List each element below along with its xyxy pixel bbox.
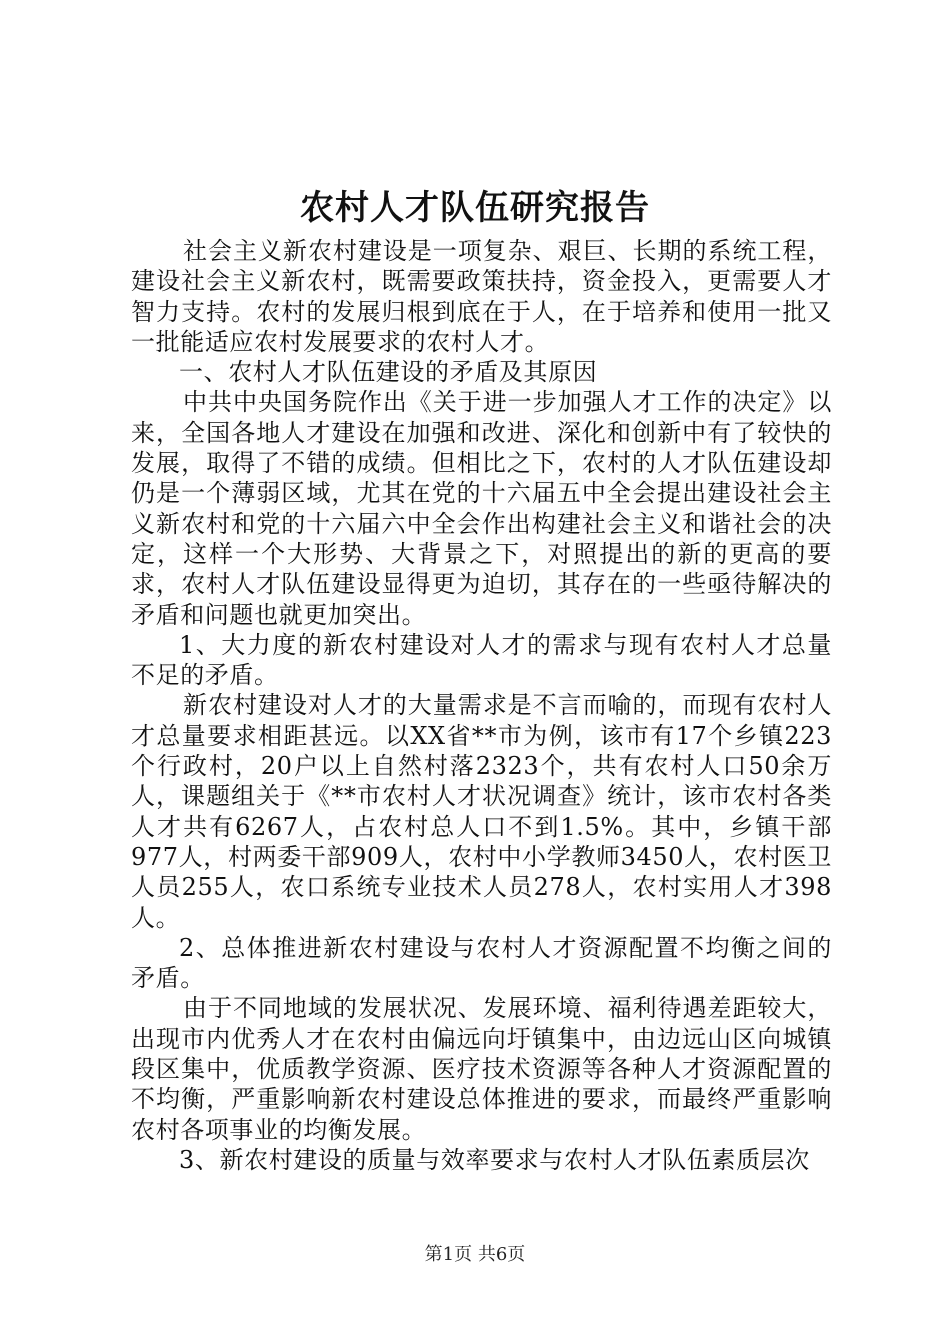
page-footer: 第1页 共6页 — [424, 1244, 526, 1265]
subheading-3: 3、新农村建设的质量与效率要求与农村人才队伍素质层次 — [179, 1145, 810, 1174]
document-body — [131, 236, 832, 1175]
subheading-1: 1、大力度的新农村建设对人才的需求与现有农村人才总量不足的矛盾。 — [131, 630, 832, 690]
paragraph-intro: 社会主义新农村建设是一项复杂、艰巨、长期的系统工程，建设社会主义新农村，既需要政策扶持，资金投入，更需要人才智力支持。农村的发展归根到底在于人，在于培养和使用一批又一批能适应农村发展要求的农村人才。 — [131, 237, 832, 356]
section-heading-1: 一、农村人才队伍建设的矛盾及其原因 — [179, 358, 598, 387]
paragraph-background: 中共中央国务院作出《关于进一步加强人才工作的决定》以来，全国各地人才建设在加强和改进、深化和创新中有了较快的发展，取得了不错的成绩。但相比之下，农村的人才队伍建设却仍是一个薄弱区域，尤其在党的十六届五中全会提出建设社会主义新农村和党的十六届六中全会作出构建社会主义和谐社会的决定，这样一个大形势、大背景之下，对照提出的新的更高的要求，农村人才队伍建设显得更为迫切，其存在的一些亟待解决的矛盾和问题也就更加突出。 — [131, 388, 832, 629]
subheading-2: 2、总体推进新农村建设与农村人才资源配置不均衡之间的矛盾。 — [131, 933, 832, 993]
page-title: 农村人才队伍研究报告 — [300, 188, 650, 228]
paragraph-allocation: 由于不同地域的发展状况、发展环境、福利待遇差距较大，出现市内优秀人才在农村由偏远向圩镇集中，由边远山区向城镇段区集中，优质教学资源、医疗技术资源等各种人才资源配置的不均衡，严重影响新农村建设总体推进的要求，而最终严重影响农村各项事业的均衡发展。 — [131, 994, 832, 1144]
paragraph-statistics: 新农村建设对人才的大量需求是不言而喻的，而现有农村人才总量要求相距甚远。以XX省**市为例，该市有17个乡镇223个行政村，20户以上自然村落2323个，共有农村人口50余万人，课题组关于《**市农村人才状况调查》统计，该市农村各类人才共有6267人，占农村总人口不到1.5%。其中，乡镇干部977人，村两委干部909人，农村中小学教师3450人，农村医卫人员255人，农口系统专业技术人员278人，农村实用人才398人。 — [131, 691, 832, 932]
